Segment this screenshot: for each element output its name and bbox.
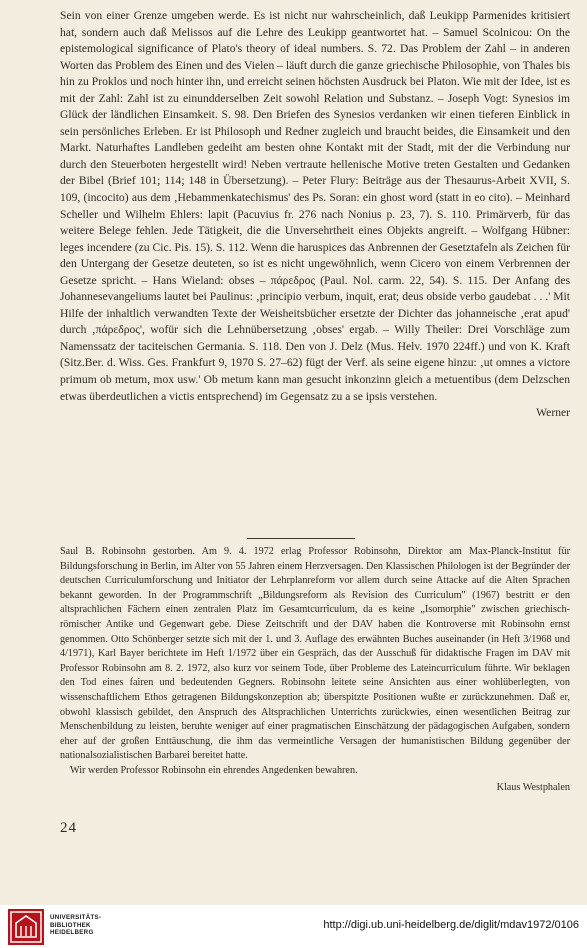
- main-text-block: [60, 8, 570, 422]
- section-divider: [247, 538, 355, 539]
- library-name-line: UNIVERSITÄTS-: [50, 914, 102, 921]
- obituary-note: [60, 545, 570, 795]
- main-signature: Werner: [536, 406, 570, 420]
- main-paragraph: Sein von einer Grenze umgeben werde. Es ist nicht nur wahrscheinlich, daß Leukipp Parmenides kritisiert hat, sondern auch daß Melissos auf die Lehre des Leukipp geantwortet hat. – Samuel Scolnicou: On the epistemological significance of Plato's theory of ideal numbers. S. 72. Das Problem der Zahl – in anderen Worten das Problem des Einen und des Vielen – läuft durch die ganze griechische Philosophie, von Thales bis hin zu Proklos und noch hinter ihn, und erreicht seinen höchsten Ausdruck bei Platon. Wie mit der Idee, ist es mit der Zahl: Zahl ist zu einundderselben Zeit sowohl Relation und Substanz. – Joseph Vogt: Synesios im Glück der ländlichen Einsamkeit. S. 98. Den Briefen des Synesios verdanken wir einen tieferen Einblick in sein persönliches Erleben. Er ist Philosoph und Redner zugleich und braucht beides, die Einsamkeit und den Markt. Naturhaftes Landleben gedeiht am besten ohne Kontakt mit der Stadt, mit der die Verbindung nur durch den Steuerboten hergestellt wird! Neben vertraute hellenische Motive treten Gestalten und Gedanken der Bibel (Brief 101; 114; 148 in Übersetzung). – Peter Flury: Beiträge aus der Thesaurus-Arbeit XVII, S. 109, (incocito) aus dem ‚Hebammenkatechismus' des Ps. Soran: ein ghost word (statt in eo cito). – Meinhard Scheller und Wilhelm Ehlers: lapit (Pacuvius fr. 276 nach Nonius p. 23, 7). S. 110. Primärverb, für das weitere Belege fehlen. Jede Tätigkeit, die die Unversehrtheit eines Objekts angreift. – Wolfgang Hübner: leges incendere (zu Cic. Pis. 15). S. 112. Wenn die haruspices das Anbrennen der Gesetztafeln als Zeichen für den Untergang der Gesetze deuteten, so ist es nicht ungewöhnlich, wenn Cicero von einem Verbrennen der Gesetze spricht. – Hans Wieland: obses – πάρεδρος (Paul. Nol. carm. 22, 54). S. 115. Der Anfang des Johannesevangeliums lautet bei Paulinus: ‚principio verbum, inquit, erat; deus obside verbo gaudebat . . .' Mit Hilfe der inhaltlich verwandten Texte der Weisheitsbücher ersetzte der Dichter das johanneische ‚erat apud' durch ‚πάρεδρος', wofür sich die Lehnübersetzung ‚obses' ergab. – Willy Theiler: Drei Vorschläge zum Namenssatz der taciteischen Germania. S. 118. Den von J. Delz (Mus. Helv. 1970 224ff.) und von K. Kraft (Sitz.Ber. d. Wiss. Ges. Frankfurt 9, 1970 S. 27–62) fügt der Verf. als seine eigene hinzu: ‚ut omnes a victore primum ob metum, mox usw.' Ob metum kann man gesucht inkonzinn gleich a metuentibus (dem Delzschen etwas überdeutlichen a victis entsprechend) im Gegensatz zu a se ipsis verstehen.: [60, 9, 570, 403]
- obituary-closing: Wir werden Professor Robinsohn ein ehrendes Angedenken bewahren.: [70, 764, 358, 776]
- library-footer: [0, 905, 587, 948]
- library-name-line: HEIDELBERG: [50, 929, 94, 937]
- page-number: 24: [60, 820, 77, 836]
- university-library-logo-icon: [8, 909, 44, 945]
- library-name: [50, 914, 101, 937]
- obituary-signature: Klaus Westphalen: [496, 781, 570, 793]
- library-name-line: BIBLIOTHEK: [50, 921, 91, 929]
- source-url-link[interactable]: http://digi.ub.uni-heidelberg.de/diglit/mdav1972/0106: [323, 919, 579, 931]
- obituary-paragraph: Saul B. Robinsohn gestorben. Am 9. 4. 1972 erlag Professor Robinsohn, Direktor am Max-Planck-Institut für Bildungsforschung in Berlin, im Alter von 55 Jahren einem Herzversagen. Den Klassischen Philologen ist der Begründer der deutschen Curriculumforschung und Initiator der Lehrplanreform vor allem durch seine Attacke auf die Alten Sprachen bekannt geworden. In der Programmschrift „Bildungsreform als Revision des Curriculum" (1967) bestritt er den altsprachlichen Fächern einen zentralen Platz im Gesamtcurriculum, da es keine „Isomorphie" zwischen griechisch-römischer Antike und Gegenwart gebe. Diese Zeitschrift und der DAV haben die Kontroverse mit Robinsohn ernst genommen. Otto Schönberger setzte sich mit der 1. und 3. Auflage des erwähnten Buches auseinander (in Heft 3/1968 und 4/1971), Karl Bayer berichtete im Heft 1/1972 über ein Gespräch, das der Ausschuß für didaktische Fragen im DAV mit Professor Robinsohn am 8. 2. 1972, also kurz vor seinem Tode, über Probleme des Lateincurriculum führte. Wir beklagen den Tod eines fairen und bedeutenden Gegners. Robinsohn leitete seine Ansichten aus einer wohlüberlegten, von wissenschaftlichem Ethos getragenen Bildungskonzeption ab; überspitzte Positionen wußte er zurückzunehmen. Daß er, obwohl klassisch gebildet, den Anspruch des Altsprachlichen Unterrichts zurückwies, einen wesentlichen Beitrag zur Menschenbildung zu leisten, beruhte weniger auf einer pragmatischen Einschätzung der pädagogischen Aufgaben, sondern eher auf der großen Enttäuschung, die ihm das vermeintliche Versagen der humanistischen Bildung gegenüber der nationalsozialistischen Barbarei bereitet hatte.: [60, 546, 570, 762]
